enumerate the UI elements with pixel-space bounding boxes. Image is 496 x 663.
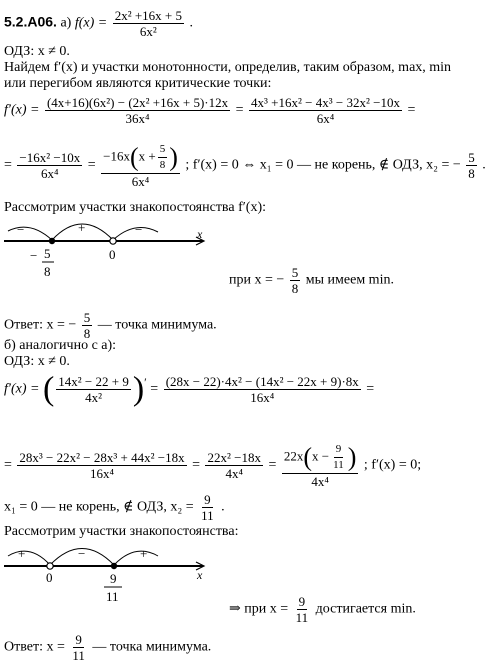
inner-denominator-b: 11 bbox=[333, 459, 344, 471]
equals-sign: = bbox=[235, 102, 244, 118]
derivative-numerator-2: 4x³ +16x² − 4x³ − 32x² −10x bbox=[251, 95, 400, 110]
point2-label-a: 0 bbox=[109, 247, 116, 262]
derivative-fraction-1 bbox=[45, 95, 230, 126]
answer-a-numerator: 5 bbox=[83, 310, 91, 325]
note-a-prefix: при x = − bbox=[229, 272, 285, 288]
inner-fraction bbox=[158, 142, 168, 173]
inner-denominator: 8 bbox=[159, 159, 166, 171]
answer-a bbox=[4, 310, 217, 341]
arc-left-b bbox=[8, 551, 50, 565]
note-b-fraction bbox=[294, 594, 311, 625]
derivative-a-line-1 bbox=[4, 95, 415, 126]
derivative-b-inner-numerator: 14x² − 22 + 9 bbox=[58, 374, 129, 389]
x2-fraction bbox=[466, 150, 477, 181]
point2-denominator-b: 11 bbox=[106, 589, 119, 604]
factored-numerator-b: 22x(x − $\frac{9}{11}$ ) bbox=[282, 442, 359, 474]
factored-denominator-b: 4x⁴ bbox=[311, 474, 329, 489]
sign-left-b: + bbox=[18, 546, 26, 561]
derivative-b-numerator: (28x − 22)·4x² − (14x² − 22x + 9)·8x bbox=[165, 374, 359, 389]
answer-b-numerator: 9 bbox=[75, 632, 82, 647]
point1-denominator-a: 8 bbox=[44, 264, 51, 279]
derivative-denominator-1: 36x⁴ bbox=[125, 111, 150, 126]
derivative-fraction-2 bbox=[249, 95, 402, 126]
note-b-prefix: ⇒ при x = bbox=[229, 601, 289, 617]
note-a-suffix: мы имеем min. bbox=[305, 272, 394, 288]
inner-numerator: 5 bbox=[158, 142, 168, 158]
derivative-b-line-1: f′(x) = ( $\frac{\text{14x² − 22 + 9}}{\text{4x²}}$ )′ = $\frac{\text{(28x − 22)·4x² − (14x² − 22x + 9)·8x}}{\text{16x⁴}}$ = bbox=[4, 370, 375, 408]
point1-label-b: 0 bbox=[46, 570, 53, 585]
answer-a-suffix: — точка минимума. bbox=[97, 317, 217, 333]
factor-coefficient-b: 22x bbox=[283, 448, 304, 464]
note-b-denominator: 11 bbox=[295, 610, 309, 625]
sign-chart-a bbox=[0, 214, 230, 284]
simplified-fraction-b bbox=[205, 450, 262, 481]
roots-b-end: . bbox=[221, 499, 225, 515]
answer-b-prefix: Ответ: x = bbox=[4, 639, 65, 655]
inner-numerator-b: 9 bbox=[334, 442, 344, 458]
expanded-denominator-b: 16x⁴ bbox=[89, 466, 115, 481]
equals-sign-end: = bbox=[407, 102, 416, 118]
point-filled-a bbox=[49, 238, 55, 244]
factor-coefficient: −16x bbox=[103, 148, 130, 164]
expanded-fraction-b bbox=[17, 450, 186, 481]
equals-sign: = bbox=[150, 381, 159, 397]
simplified-numerator-b: 22x² −18x bbox=[207, 450, 261, 465]
note-a-numerator: 5 bbox=[291, 265, 299, 280]
note-a-denominator: 8 bbox=[291, 281, 299, 296]
x2-denominator: 8 bbox=[468, 166, 475, 181]
sign-title-b: Рассмотрим участки знакопостоянства: bbox=[4, 524, 239, 539]
sign-middle-b: − bbox=[78, 546, 86, 561]
derivative-b-inner-fraction bbox=[56, 374, 131, 405]
roots-b-denominator: 11 bbox=[201, 508, 214, 523]
x2-numerator: 5 bbox=[468, 150, 475, 165]
derivative-b-denominator: 16x⁴ bbox=[250, 390, 275, 405]
point-hollow-a bbox=[110, 238, 116, 244]
problem-number: 5.2.А06. bbox=[4, 13, 57, 30]
equals-sign: = bbox=[87, 157, 96, 173]
equals-sign: = bbox=[268, 457, 277, 473]
answer-b-denominator: 11 bbox=[72, 648, 85, 663]
critical-points-text: ; f′(x) = 0 ⇔ x₁ = 0 — не корень, ∉ ОДЗ, x₂ = − bbox=[185, 157, 461, 173]
equals-sign-end: = bbox=[366, 381, 375, 397]
part-a-label: а) bbox=[60, 15, 72, 31]
zero-condition-b: ; f′(x) = 0; bbox=[363, 457, 422, 473]
simplified-denominator: 6x⁴ bbox=[41, 166, 59, 181]
factored-numerator: −16x(x + $\frac{5}{8}$ ) bbox=[101, 142, 180, 174]
equals-sign: = bbox=[192, 457, 200, 473]
point-hollow-b bbox=[47, 563, 53, 569]
simplified-numerator: −16x² −10x bbox=[19, 150, 81, 165]
derivative-b-inner-denominator: 4x² bbox=[85, 390, 102, 405]
note-a-fraction bbox=[290, 265, 301, 296]
function-numerator: 2x² +16x + 5 bbox=[114, 8, 183, 23]
equals-sign-start: = bbox=[4, 157, 12, 173]
note-a bbox=[229, 265, 394, 296]
odz-a: ОДЗ: x ≠ 0. bbox=[4, 44, 70, 59]
roots-b bbox=[4, 492, 225, 523]
answer-b-fraction bbox=[70, 632, 87, 663]
intro-line-1: Найдем f′(x) и участки монотонности, определив, таким образом, max, min bbox=[4, 60, 452, 75]
answer-a-denominator: 8 bbox=[83, 326, 91, 341]
derivative-b-line-2 bbox=[4, 442, 421, 489]
function-lhs: f(x) = bbox=[74, 15, 108, 31]
sign-right-a: − bbox=[135, 222, 143, 237]
point1-minus-a: − bbox=[30, 248, 38, 263]
point2-numerator-b: 9 bbox=[110, 571, 117, 586]
line-end: . bbox=[482, 157, 486, 173]
sign-chart-b bbox=[0, 538, 230, 608]
expanded-numerator-b: 28x³ − 22x² − 28x³ + 44x² −18x bbox=[19, 450, 185, 465]
function-end: . bbox=[189, 15, 194, 31]
derivative-b-fraction bbox=[164, 374, 361, 405]
answer-a-prefix: Ответ: x = − bbox=[4, 317, 77, 333]
equals-sign-start: = bbox=[4, 457, 12, 473]
note-b bbox=[229, 594, 416, 625]
simplified-fraction bbox=[17, 150, 82, 181]
note-b-numerator: 9 bbox=[298, 594, 306, 609]
factor-paren-text: x + bbox=[138, 148, 156, 164]
derivative-a-line-2 bbox=[4, 142, 486, 189]
part-b-label: б) аналогично с а): bbox=[4, 338, 117, 353]
axis-label-b: x bbox=[197, 568, 203, 582]
intro-line-2: или перегибом являются критические точки: bbox=[4, 76, 272, 91]
roots-b-text: x₁ = 0 — не корень, ∉ ОДЗ, x₂ = bbox=[4, 499, 194, 515]
point-filled-b bbox=[111, 563, 117, 569]
simplified-denominator-b: 4x⁴ bbox=[225, 466, 243, 481]
odz-b: ОДЗ: x ≠ 0. bbox=[4, 354, 70, 369]
derivative-b-prime: ′ bbox=[144, 375, 147, 389]
answer-b bbox=[4, 632, 211, 663]
problem-header bbox=[4, 8, 193, 39]
derivative-denominator-2: 6x⁴ bbox=[316, 111, 335, 126]
sign-right-b: + bbox=[140, 546, 148, 561]
function-fraction bbox=[113, 8, 184, 39]
arc-right-b bbox=[114, 551, 158, 565]
inner-fraction-b bbox=[331, 442, 346, 473]
note-b-suffix: достигается min. bbox=[315, 601, 416, 617]
point1-numerator-a: 5 bbox=[44, 246, 51, 261]
roots-b-fraction bbox=[199, 492, 216, 523]
derivative-b-lhs: f′(x) = bbox=[4, 381, 40, 397]
sign-left-a: − bbox=[17, 222, 25, 237]
factored-fraction-b bbox=[282, 442, 359, 489]
factored-denominator: 6x⁴ bbox=[131, 174, 150, 189]
answer-a-fraction bbox=[82, 310, 93, 341]
arc-left-a bbox=[8, 227, 52, 240]
function-denominator: 6x² bbox=[139, 24, 157, 39]
answer-b-suffix: — точка минимума. bbox=[92, 639, 212, 655]
roots-b-numerator: 9 bbox=[204, 492, 211, 507]
factored-fraction bbox=[101, 142, 180, 189]
factor-paren-text-b: x − bbox=[312, 448, 330, 464]
sign-middle-a: + bbox=[78, 220, 86, 235]
derivative-numerator-1: (4x+16)(6x²) − (2x² +16x + 5)·12x bbox=[46, 95, 229, 110]
axis-label-a: x bbox=[197, 227, 203, 241]
derivative-lhs: f′(x) = bbox=[4, 102, 40, 118]
sign-title-a: Рассмотрим участки знакопостоянства f′(x): bbox=[4, 200, 267, 215]
